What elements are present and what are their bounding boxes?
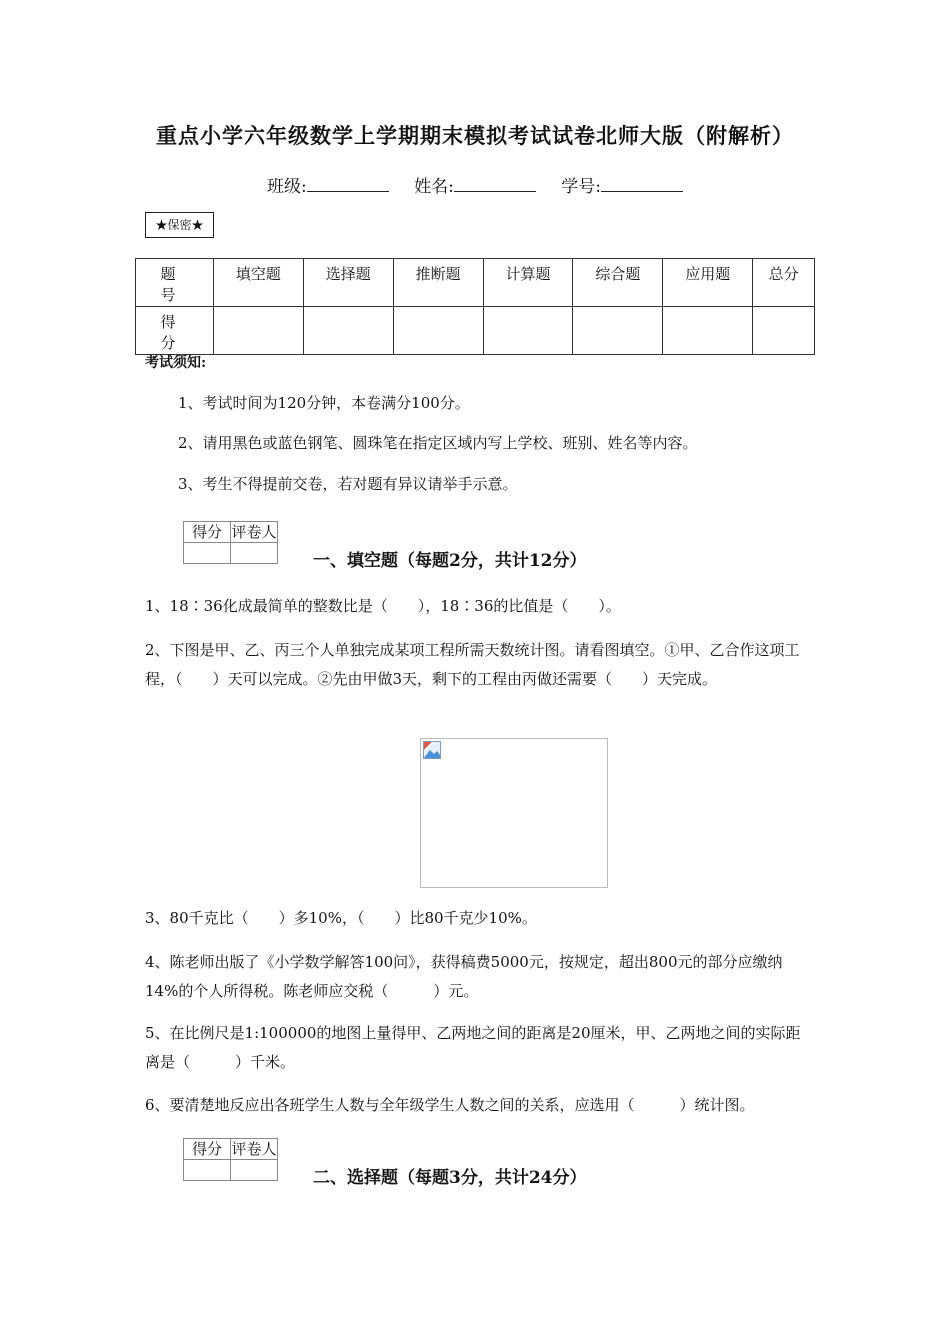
grader-score-label: 得分 [184,1139,231,1160]
broken-image-icon [423,741,441,759]
grader-box [183,521,278,564]
column-header: 填空题 [214,259,304,307]
question-item: 4、陈老师出版了《小学数学解答100问》，获得稿费5000元，按规定，超出800元的部分应缴纳14%的个人所得税。陈老师应交税（ ）元。 [145,953,783,1000]
question-item: 1、18∶36化成最简单的整数比是（ ），18∶36的比值是（ ）。 [145,597,621,615]
page-title: 重点小学六年级数学上学期期末模拟考试试卷北师大版（附解析） [156,123,794,148]
grader-score-cell[interactable] [184,1160,231,1181]
score-table-header-row [136,259,815,307]
id-blank[interactable] [601,175,683,192]
name-label: 姓名: [414,177,454,197]
question-item: 2、下图是甲、乙、丙三个人单独完成某项工程所需天数统计图。请看图填空。①甲、乙合作这项工程，（ ）天可以完成。②先由甲做3天，剩下的工程由丙做还需要（ ）天完成。 [145,641,800,688]
header-label: 题 号 [136,259,214,307]
column-header: 计算题 [483,259,573,307]
question-item: 6、要清楚地反应出各班学生人数与全年级学生人数之间的关系，应选用（ ）统计图。 [145,1096,755,1114]
notice-heading: 考试须知: [145,355,207,371]
grader-box [183,1138,278,1181]
notice-item: 2、请用黑色或蓝色钢笔、圆珠笔在指定区域内写上学校、班别、姓名等内容。 [178,434,698,452]
question-item: 5、在比例尺是1:100000的地图上量得甲、乙两地之间的距离是20厘米，甲、乙两地之间的实际距离是（ ）千米。 [145,1024,801,1071]
notice-item: 3、考生不得提前交卷，若对题有异议请举手示意。 [178,475,518,493]
name-blank[interactable] [454,175,536,192]
grader-score-label: 得分 [184,522,231,543]
student-info-line [0,172,950,197]
grader-reviewer-label: 评卷人 [231,523,277,541]
score-label: 得 分 [136,307,214,355]
column-header: 应用题 [663,259,753,307]
chart-image-placeholder [420,738,608,888]
column-header: 总分 [753,259,815,307]
class-blank[interactable] [307,175,389,192]
column-header: 综合题 [573,259,663,307]
score-cell[interactable] [214,307,304,355]
grader-reviewer-label: 评卷人 [231,1140,277,1158]
score-cell[interactable] [303,307,393,355]
section-title: 一、填空题（每题2分，共计12分） [313,551,587,571]
score-cell[interactable] [483,307,573,355]
grader-score-cell[interactable] [184,543,231,564]
score-cell[interactable] [393,307,483,355]
score-cell[interactable] [753,307,815,355]
column-header: 选择题 [303,259,393,307]
score-table [135,258,815,355]
section-title: 二、选择题（每题3分，共计24分） [313,1168,587,1188]
grader-reviewer-cell[interactable] [231,1160,278,1181]
score-cell[interactable] [573,307,663,355]
column-header: 推断题 [393,259,483,307]
notice-item: 1、考试时间为120分钟，本卷满分100分。 [178,394,470,412]
score-cell[interactable] [663,307,753,355]
question-item: 3、80千克比（ ）多10%，（ ）比80千克少10%。 [145,909,537,927]
class-label: 班级: [266,177,307,197]
confidential-badge: ★保密★ [145,212,214,238]
id-label: 学号: [561,177,601,197]
score-table-score-row [136,307,815,355]
grader-reviewer-cell[interactable] [231,543,278,564]
